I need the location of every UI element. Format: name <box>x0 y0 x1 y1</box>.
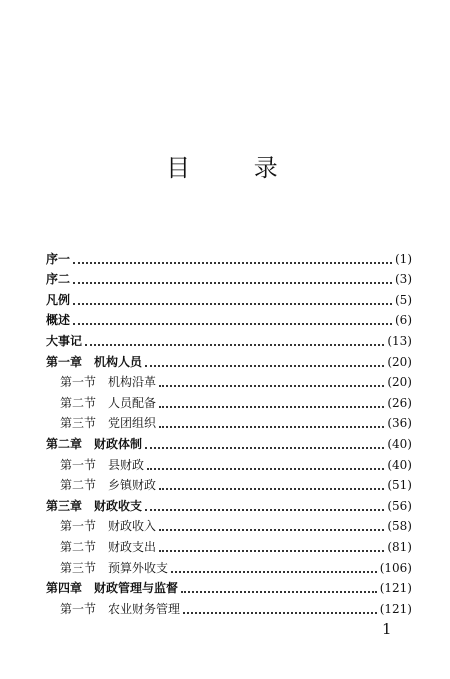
dot-leader <box>183 612 377 614</box>
toc-entry-number: 第三节 <box>60 416 97 431</box>
toc-entry-number: 第一节 <box>60 457 97 472</box>
dot-leader <box>171 571 377 573</box>
toc-entry-title: 财政收入 <box>108 519 157 534</box>
toc-entry-label <box>60 396 156 411</box>
toc-entry-title: 序一 <box>46 251 71 266</box>
toc-entry-page: (121) <box>379 581 412 596</box>
toc-entry[interactable] <box>46 349 412 370</box>
dot-leader <box>145 365 384 367</box>
page-title: 目 录 <box>166 154 306 182</box>
toc-entry[interactable] <box>46 452 412 473</box>
toc-entry[interactable] <box>46 370 412 391</box>
toc-entry-number: 第三节 <box>60 560 97 575</box>
toc-entry-page: (51) <box>387 478 412 493</box>
toc-entry-number: 第二节 <box>60 539 97 554</box>
dot-leader <box>147 468 384 470</box>
toc-entry-label <box>46 581 178 596</box>
toc-entry-page: (106) <box>379 560 412 575</box>
toc-entry[interactable] <box>46 534 412 555</box>
toc-entry-label <box>46 313 70 328</box>
table-of-contents <box>46 246 412 617</box>
toc-entry-title: 财政管理与监督 <box>94 581 179 596</box>
toc-entry[interactable] <box>46 328 412 349</box>
toc-entry-page: (56) <box>387 498 412 513</box>
toc-entry-label <box>46 293 70 308</box>
dot-leader <box>73 323 392 325</box>
toc-entry-number: 第一节 <box>60 375 97 390</box>
toc-entry-title: 财政支出 <box>108 539 157 554</box>
toc-entry[interactable] <box>46 514 412 535</box>
toc-entry-page: (20) <box>387 375 412 390</box>
dot-leader <box>145 447 384 449</box>
toc-entry-label <box>46 252 70 267</box>
toc-entry-label <box>46 334 82 349</box>
toc-entry-number: 第一节 <box>60 601 97 616</box>
toc-entry-page: (36) <box>387 416 412 431</box>
toc-entry-label <box>60 519 156 534</box>
toc-entry-number: 第一章 <box>46 354 83 369</box>
toc-entry[interactable] <box>46 267 412 288</box>
toc-entry-page: (81) <box>387 539 412 554</box>
toc-entry-number: 第四章 <box>46 581 83 596</box>
dot-leader <box>159 406 384 408</box>
toc-entry-title: 机构沿革 <box>108 375 157 390</box>
toc-entry-page: (6) <box>395 313 412 328</box>
toc-entry[interactable] <box>46 411 412 432</box>
toc-entry[interactable] <box>46 493 412 514</box>
toc-entry-title: 大事记 <box>46 333 83 348</box>
toc-entry[interactable] <box>46 473 412 494</box>
toc-entry[interactable] <box>46 246 412 267</box>
toc-entry-number: 第二节 <box>60 478 97 493</box>
toc-entry-label <box>60 561 168 576</box>
toc-entry-title: 乡镇财政 <box>108 478 157 493</box>
toc-entry[interactable] <box>46 596 412 617</box>
toc-entry-page: (26) <box>387 395 412 410</box>
toc-entry-page: (13) <box>387 333 412 348</box>
toc-entry-page: (40) <box>387 436 412 451</box>
toc-entry-label <box>46 437 142 452</box>
toc-entry[interactable] <box>46 431 412 452</box>
toc-entry-page: (121) <box>379 601 412 616</box>
dot-leader <box>73 262 392 264</box>
dot-leader <box>159 385 384 387</box>
toc-entry-label <box>60 375 156 390</box>
toc-entry-label <box>46 355 142 370</box>
toc-entry-title: 党团组织 <box>108 416 157 431</box>
dot-leader <box>73 303 392 305</box>
page-number: 1 <box>382 620 392 638</box>
toc-entry-label <box>60 540 156 555</box>
toc-entry-label <box>60 458 144 473</box>
toc-entry-label <box>60 478 156 493</box>
toc-entry-label <box>60 416 156 431</box>
toc-entry[interactable] <box>46 308 412 329</box>
dot-leader <box>145 509 384 511</box>
toc-entry-page: (20) <box>387 354 412 369</box>
toc-entry-page: (3) <box>395 272 412 287</box>
toc-entry[interactable] <box>46 390 412 411</box>
toc-entry[interactable] <box>46 576 412 597</box>
toc-entry-title: 财政收支 <box>94 498 143 513</box>
dot-leader <box>159 488 384 490</box>
toc-entry-page: (1) <box>395 251 412 266</box>
toc-entry-label <box>46 499 142 514</box>
dot-leader <box>159 550 384 552</box>
toc-entry-title: 人员配备 <box>108 395 157 410</box>
toc-entry-title: 财政体制 <box>94 436 143 451</box>
toc-entry-title: 概述 <box>46 313 71 328</box>
toc-entry-page: (40) <box>387 457 412 472</box>
toc-entry-title: 机构人员 <box>94 354 143 369</box>
dot-leader <box>85 344 384 346</box>
dot-leader <box>73 282 392 284</box>
toc-entry-page: (58) <box>387 519 412 534</box>
dot-leader <box>159 426 384 428</box>
toc-entry-number: 第二节 <box>60 395 97 410</box>
dot-leader <box>159 529 384 531</box>
toc-entry-page: (5) <box>395 292 412 307</box>
toc-entry[interactable] <box>46 555 412 576</box>
toc-entry-title: 农业财务管理 <box>108 601 181 616</box>
toc-entry-title: 序二 <box>46 272 71 287</box>
toc-entry[interactable] <box>46 287 412 308</box>
toc-entry-number: 第三章 <box>46 498 83 513</box>
toc-entry-title: 预算外收支 <box>108 560 169 575</box>
toc-entry-number: 第二章 <box>46 436 83 451</box>
toc-entry-label <box>60 602 180 617</box>
toc-entry-label <box>46 272 70 287</box>
dot-leader <box>181 591 377 593</box>
toc-entry-title: 凡例 <box>46 292 71 307</box>
toc-entry-title: 县财政 <box>108 457 145 472</box>
toc-entry-number: 第一节 <box>60 519 97 534</box>
